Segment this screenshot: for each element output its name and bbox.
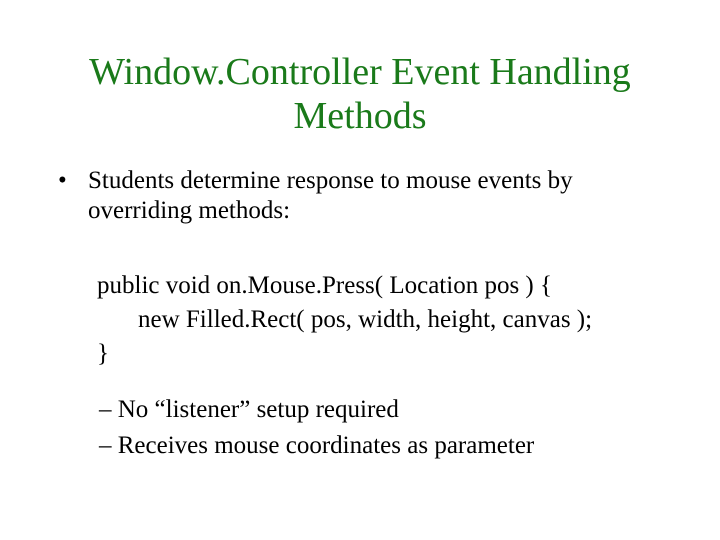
bullet-marker: • (58, 167, 67, 194)
slide-title (40, 50, 680, 138)
main-bullet (58, 166, 678, 226)
code-line-1: public void on.Mouse.Press( Location pos ) { (97, 272, 553, 299)
sub-bullet-item: – No “listener” setup required (99, 396, 399, 423)
code-line-2: new Filled.Rect( pos, width, height, canvas ); (138, 306, 593, 333)
slide-title-line-1: Window.Controller Event Handling (89, 51, 631, 93)
code-line-3: } (97, 340, 109, 367)
code-block (97, 269, 697, 371)
sub-bullet-list (99, 392, 699, 464)
bullet-text: Students determine response to mouse events by overriding methods: (88, 167, 573, 224)
sub-bullet-item: – Receives mouse coordinates as parameter (99, 432, 535, 459)
slide-title-line-2: Methods (293, 95, 427, 137)
